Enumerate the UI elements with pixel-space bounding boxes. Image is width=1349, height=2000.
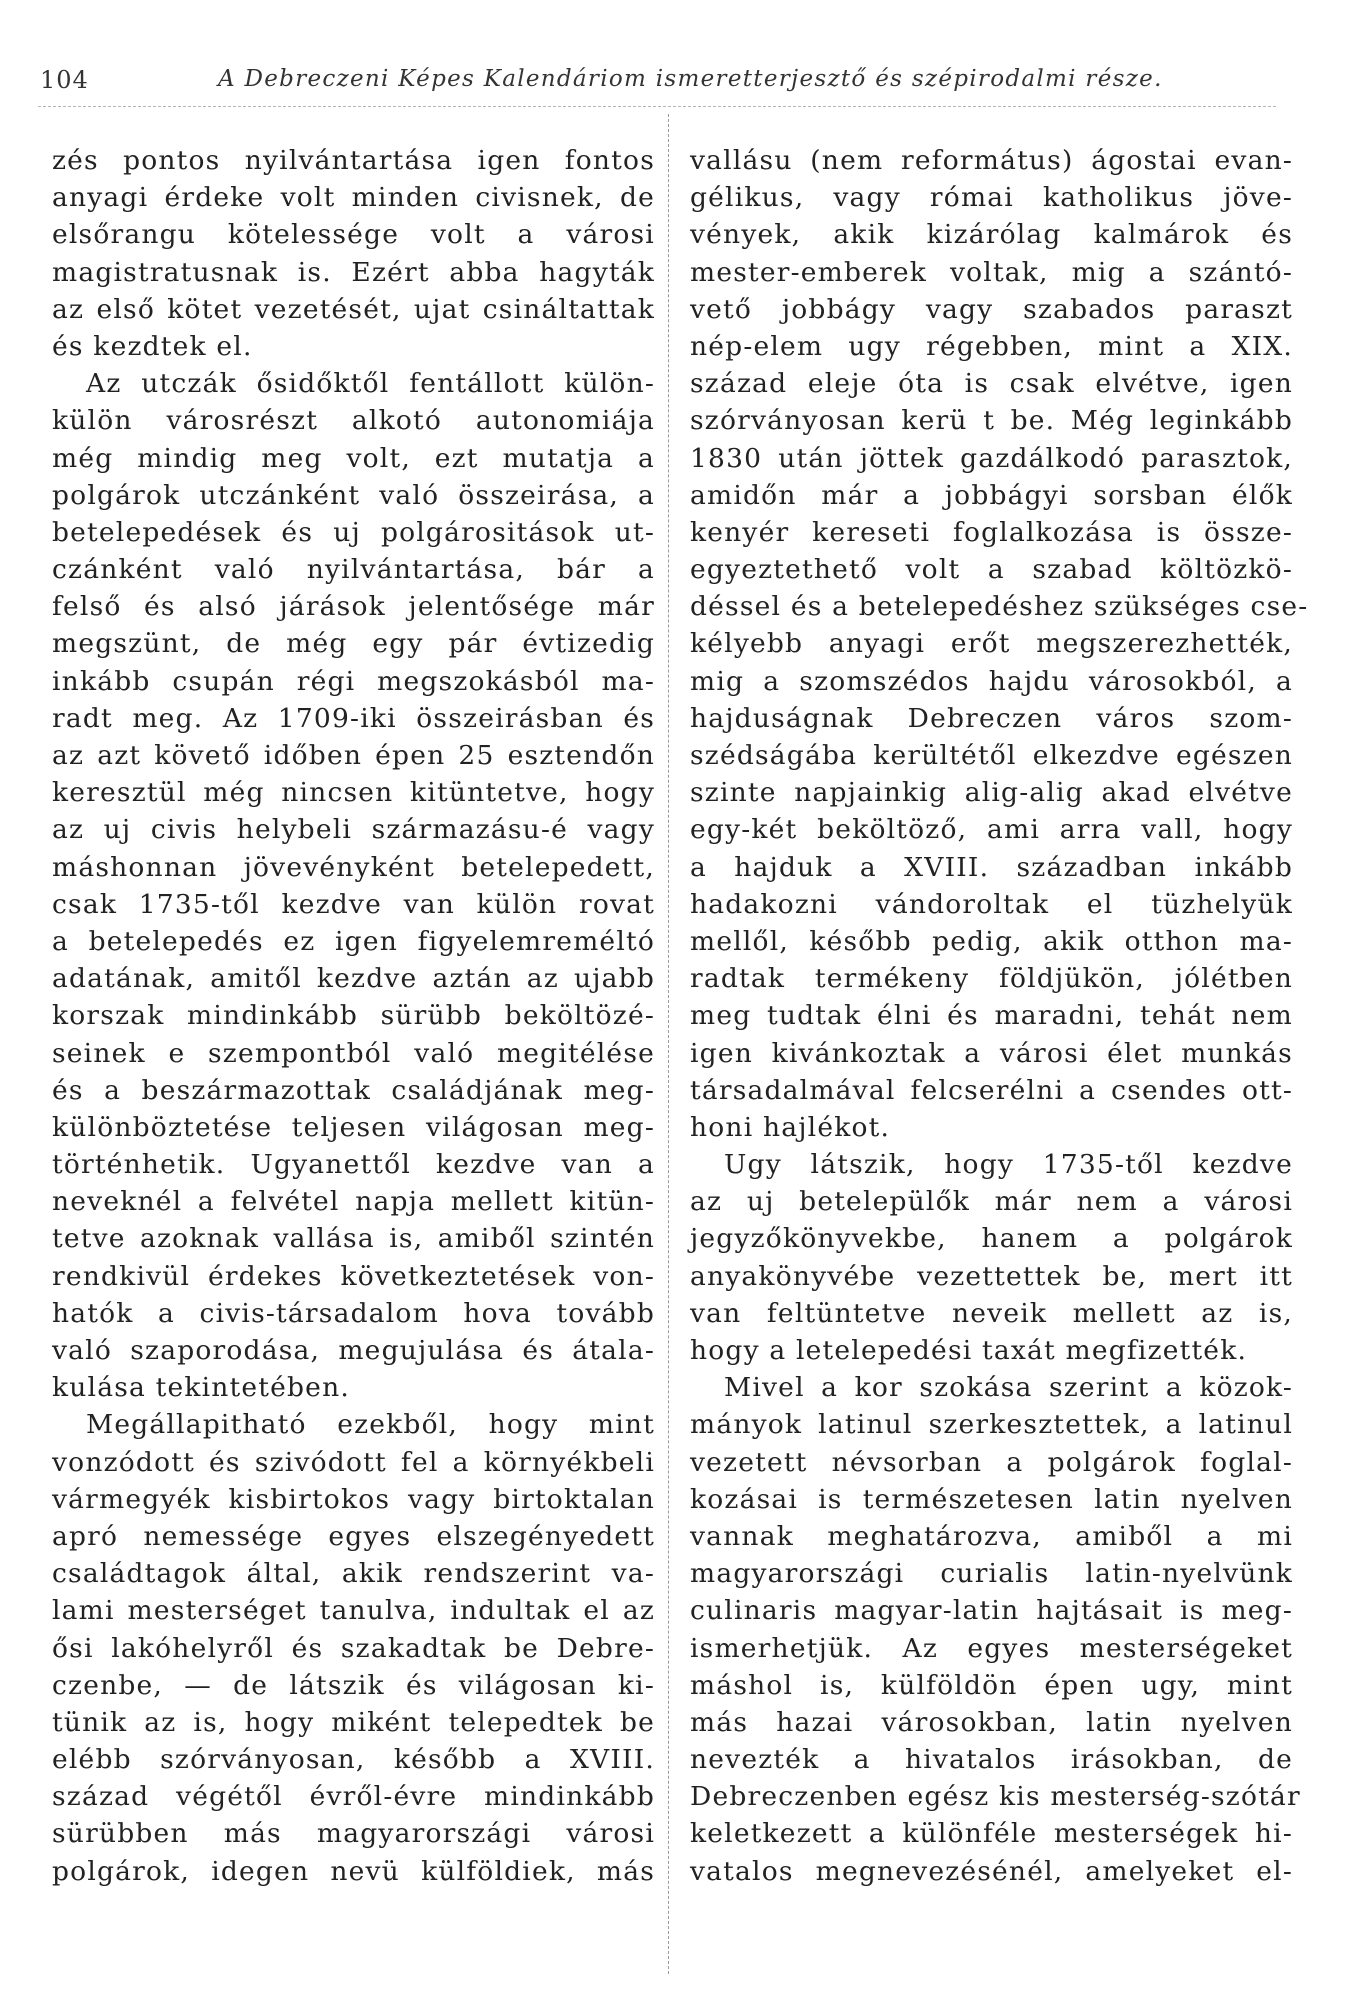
text-line: keresztül még nincsen kitüntetve, hogy: [52, 777, 655, 809]
text-line: honi hajlékot.: [690, 1111, 891, 1143]
text-line: amidőn már a jobbágyi sorsban élők: [690, 479, 1293, 511]
text-line: apró nemessége egyes elszegényedett: [52, 1520, 655, 1552]
text-line: czenbe, — de látszik és világosan ki-: [52, 1669, 655, 1701]
text-line: kenyér kereseti foglalkozása is össze-: [690, 516, 1293, 548]
text-line: egy-két beköltöző, ami arra vall, hogy: [690, 814, 1293, 846]
running-title: A Debreczeni Képes Kalendáriom ismeretterjesztő és szépirodalmi része.: [218, 66, 1163, 92]
text-line: magistratusnak is. Ezért abba hagyták: [52, 256, 655, 288]
text-line: keletkezett a különféle mesterségek hi-: [690, 1818, 1293, 1850]
text-line: vonzódott és szivódott fel a környékbeli: [52, 1446, 655, 1478]
text-line: az uj betelepülők már nem a városi: [690, 1186, 1293, 1218]
text-line: zés pontos nyilvántartása igen fontos: [52, 145, 655, 176]
text-line: más hazai városokban, latin nyelven: [690, 1706, 1293, 1738]
text-line: máshonnan jövevényként betelepedett,: [52, 851, 655, 883]
text-line: van feltüntetve neveik mellett az is,: [690, 1297, 1293, 1329]
text-line: vények, akik kizárólag kalmárok és: [690, 219, 1293, 251]
text-line: század végétől évről-évre mindinkább: [52, 1781, 655, 1813]
text-line: tünik az is, hogy miként telepedtek be: [52, 1706, 655, 1738]
text-line: szórványosan kerü t be. Még leginkább: [690, 405, 1293, 437]
text-line: nép-elem ugy régebben, mint a XIX.: [690, 330, 1293, 362]
page-header: [40, 62, 1280, 102]
text-line: szinte napjainkig alig-alig akad elvétve: [690, 777, 1293, 809]
text-line: egyeztethető volt a szabad költözkö-: [690, 554, 1293, 586]
text-line: felső és alsó járások jelentősége már: [52, 591, 655, 623]
text-line: ismerhetjük. Az egyes mesterségeket: [690, 1632, 1293, 1664]
text-line: vezetett névsorban a polgárok foglal-: [690, 1446, 1293, 1478]
text-line: nevezték a hivatalos irásokban, de: [690, 1744, 1293, 1776]
header-divider: [38, 106, 1276, 107]
text-line: radtak termékeny földjükön, jólétben: [690, 963, 1293, 995]
text-line: gélikus, vagy római katholikus jöve-: [690, 182, 1293, 214]
text-line: megszünt, de még egy pár évtizedig: [52, 628, 655, 660]
text-line: szédságába kerültétől elkezdve egészen: [690, 740, 1293, 771]
text-line: mányok latinul szerkesztettek, a latinul: [690, 1409, 1293, 1441]
text-line: hatók a civis-társadalom hova tovább: [52, 1297, 655, 1329]
text-line: inkább csupán régi megszokásból ma-: [52, 665, 655, 697]
text-line: ősi lakóhelyről és szakadtak be Debre-: [52, 1632, 655, 1664]
text-line: déssel és a betelepedéshez szükséges cse-: [690, 591, 1309, 623]
text-line: az azt követő időben épen 25 esztendőn: [52, 740, 655, 771]
text-line: máshol is, külföldön épen ugy, mint: [690, 1669, 1293, 1701]
text-line: meg tudtak élni és maradni, tehát nem: [690, 1000, 1293, 1032]
text-line: vető jobbágy vagy szabados paraszt: [690, 293, 1293, 325]
column-divider: [668, 114, 669, 1974]
text-line: radt meg. Az 1709-iki összeirásban és: [52, 702, 655, 734]
text-line: családtagok által, akik rendszerint va-: [52, 1558, 655, 1590]
text-line: való szaporodása, megujulása és átala-: [52, 1335, 655, 1366]
text-line: Megállapitható ezekből, hogy mint: [86, 1409, 655, 1441]
text-line: anyakönyvébe vezettettek be, mert itt: [690, 1260, 1293, 1292]
text-line: vatalos megnevezésénél, amelyeket el-: [690, 1855, 1293, 1887]
text-line: vármegyék kisbirtokos vagy birtoktalan: [52, 1483, 655, 1515]
text-line: a betelepedés ez igen figyelemreméltó: [52, 925, 655, 957]
text-line: 1830 után jöttek gazdálkodó parasztok,: [690, 442, 1293, 474]
text-line: seinek e szempontból való megitélése: [52, 1037, 655, 1069]
text-line: csak 1735-től kezdve van külön rovat: [52, 888, 655, 920]
text-line: korszak mindinkább sürübb beköltözé-: [52, 1000, 655, 1032]
right-text-column: [690, 142, 1309, 1890]
text-line: tetve azoknak vallása is, amiből szintén: [52, 1223, 655, 1255]
text-line: culinaris magyar-latin hajtásait is meg-: [690, 1595, 1293, 1627]
text-line: a hajduk a XVIII. században inkább: [690, 851, 1293, 883]
text-line: jegyzőkönyvekbe, hanem a polgárok: [690, 1223, 1293, 1255]
text-line: mellől, később pedig, akik otthon ma-: [690, 925, 1293, 957]
text-line: társadalmával felcserélni a csendes ott-: [690, 1074, 1293, 1106]
text-line: adatának, amitől kezdve aztán az ujabb: [52, 963, 655, 995]
text-line: és kezdtek el.: [52, 330, 253, 362]
text-line: külön városrészt alkotó autonomiája: [52, 405, 655, 437]
text-line: polgárok utczánként való összeirása, a: [52, 479, 655, 511]
text-line: Ugy látszik, hogy 1735-től kezdve: [724, 1149, 1293, 1181]
text-line: Debreczenben egész kis mesterség-szótár: [690, 1781, 1301, 1813]
text-line: vallásu (nem református) ágostai evan-: [690, 145, 1293, 176]
text-line: polgárok, idegen nevü külföldiek, más: [52, 1855, 655, 1887]
page-number: 104: [40, 66, 89, 94]
text-line: Az utczák ősidőktől fentállott külön-: [86, 368, 655, 400]
text-line: az uj civis helybeli származásu-é vagy: [52, 814, 655, 846]
text-line: lami mesterséget tanulva, indultak el az: [52, 1595, 655, 1627]
text-line: az első kötet vezetését, ujat csináltattak: [52, 293, 655, 325]
text-line: betelepedések és uj polgárositások ut-: [52, 516, 655, 548]
text-line: czánként való nyilvántartása, bár a: [52, 554, 655, 586]
text-line: különböztetése teljesen világosan meg-: [52, 1111, 655, 1143]
text-line: kélyebb anyagi erőt megszerezhették,: [690, 628, 1293, 660]
text-line: még mindig meg volt, ezt mutatja a: [52, 442, 655, 474]
text-line: történhetik. Ugyanettől kezdve van a: [52, 1149, 655, 1181]
text-line: anyagi érdeke volt minden civisnek, de: [52, 182, 655, 214]
text-line: mig a szomszédos hajdu városokból, a: [690, 665, 1293, 697]
text-line: magyarországi curialis latin-nyelvünk: [690, 1558, 1293, 1590]
text-line: Mivel a kor szokása szerint a közok-: [724, 1372, 1293, 1404]
text-line: elébb szórványosan, később a XVIII.: [52, 1744, 655, 1776]
text-line: kozásai is természetesen latin nyelven: [690, 1483, 1293, 1515]
text-line: kulása tekintetében.: [52, 1372, 350, 1404]
text-line: neveknél a felvétel napja mellett kitün-: [52, 1186, 655, 1218]
text-line: vannak meghatározva, amiből a mi: [690, 1520, 1293, 1552]
text-line: hajduságnak Debreczen város szom-: [690, 702, 1293, 734]
text-line: hogy a letelepedési taxát megfizették.: [690, 1335, 1248, 1366]
text-line: század eleje óta is csak elvétve, igen: [690, 368, 1293, 400]
left-text-column: [52, 142, 655, 1890]
text-line: mester-emberek voltak, mig a szántó-: [690, 256, 1293, 288]
text-line: igen kivánkoztak a városi élet munkás: [690, 1037, 1293, 1069]
text-line: elsőrangu kötelessége volt a városi: [52, 219, 655, 251]
text-line: és a beszármazottak családjának meg-: [52, 1074, 655, 1106]
text-line: sürübben más magyarországi városi: [52, 1818, 655, 1850]
text-line: hadakozni vándoroltak el tüzhelyük: [690, 888, 1293, 920]
text-line: rendkivül érdekes következtetések von-: [52, 1260, 655, 1292]
